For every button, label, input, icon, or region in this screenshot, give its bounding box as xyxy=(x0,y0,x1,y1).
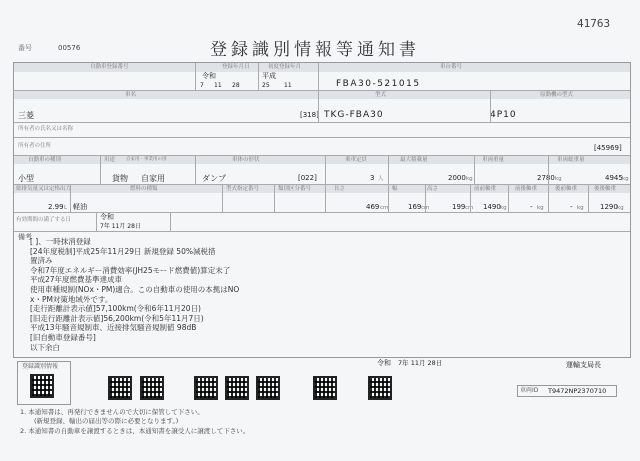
first-reg-month: 11 xyxy=(284,82,292,89)
remarks-line: [24年度税制]平成25年11月29日 新規登録 50%減税措 xyxy=(30,246,216,256)
remarks-line: [ ]、一時抹消登録 xyxy=(30,237,91,246)
width-unit: cm xyxy=(421,205,430,211)
qr-code-6 xyxy=(256,376,280,400)
first-reg-era: 平成 xyxy=(262,72,276,80)
capacity-value: 3 xyxy=(370,174,375,182)
ff-axle-unit: kg xyxy=(500,205,507,211)
use-sub-label: 自家用・事業用の別 xyxy=(126,157,167,162)
displacement-value: 2.99 xyxy=(48,203,64,211)
reg-date-era: 令和 xyxy=(202,72,216,80)
gross-weight-value: 4945 xyxy=(605,174,623,182)
rr-axle-unit: kg xyxy=(617,205,624,211)
owner-address-label: 所有者の住所 xyxy=(18,143,52,149)
remarks-line: 使用車種規制(NOx・PM)適合。この自動車の使用の本拠はNO xyxy=(30,285,240,294)
kind-label: 自動車の種別 xyxy=(28,157,62,163)
document-number: 41763 xyxy=(577,17,611,30)
rf-axle-value: - xyxy=(570,203,573,211)
document-title: 登録識別情報等通知書 xyxy=(210,40,420,60)
kind-value: 小型 xyxy=(18,174,34,183)
qr-code-8 xyxy=(368,376,392,400)
rf-axle-label: 後前軸重 xyxy=(555,186,578,192)
height-label: 高さ xyxy=(427,186,439,192)
length-value: 469 xyxy=(366,203,380,211)
capacity-label: 乗車定員 xyxy=(345,157,368,163)
record-id-value: T9472NP2370710 xyxy=(548,387,607,395)
row2-header-band xyxy=(14,91,630,99)
gross-weight-label: 車両総重量 xyxy=(557,157,585,163)
max-load-unit: kg xyxy=(466,176,473,182)
fuel-value: 軽油 xyxy=(73,203,87,211)
chassis-number: FBA30-521015 xyxy=(336,79,421,89)
record-id-label: 車両ID xyxy=(520,387,539,394)
qr-code-7 xyxy=(313,376,337,400)
max-load-value: 2000 xyxy=(448,174,466,182)
weight-unit: kg xyxy=(555,176,562,182)
footnote-2: 2. 本通知書の自動車を譲渡するときは、本通知書を譲受人に譲渡して下さい。 xyxy=(20,427,250,435)
footnote-1: 1. 本通知書は、再発行できませんので大切に保管して下さい。 xyxy=(20,408,204,416)
footnote-1b: (新規登録、輸出の届出等の際に必要となります。) xyxy=(34,417,179,425)
remarks-line: x・PM対策地域外です。 xyxy=(30,294,113,304)
rf-axle-unit: kg xyxy=(577,205,584,211)
remarks-line: [旧走行距離計表示値]56,200km(令和5年11月7日) xyxy=(30,313,204,323)
remarks-line: [走行距離計表示値]57,100km(令和6年11月20日) xyxy=(30,304,201,314)
qr-code-3 xyxy=(140,376,164,400)
issue-date: 7年 11月 28日 xyxy=(398,359,443,367)
category-label: 類別区分番号 xyxy=(278,186,312,192)
owner-name-label: 所有者の氏名又は名称 xyxy=(18,126,74,132)
row4-header-band xyxy=(14,185,630,193)
body-label: 車体の形状 xyxy=(232,157,260,163)
fr-axle-value: - xyxy=(530,203,533,211)
qr-code-1 xyxy=(30,374,54,398)
qr-code-4 xyxy=(194,376,218,400)
validity-label: 有効期間の満了する日 xyxy=(16,217,72,223)
model-code: [318] xyxy=(300,111,319,119)
rr-axle-value: 1290 xyxy=(600,203,618,211)
maker-label: 車名 xyxy=(125,92,137,98)
width-label: 幅 xyxy=(392,186,398,192)
fuel-label: 燃料の種類 xyxy=(130,186,158,192)
length-label: 長さ xyxy=(334,186,346,192)
rr-axle-label: 後後軸重 xyxy=(594,186,617,192)
qr-code-5 xyxy=(225,376,249,400)
fr-axle-unit: kg xyxy=(537,205,544,211)
maker-value: 三菱 xyxy=(18,111,34,120)
remarks-label: 備考 xyxy=(18,233,32,241)
displacement-label: 総排気量又は定格出力 xyxy=(16,186,72,192)
validity-era: 令和 xyxy=(100,213,114,221)
displacement-unit: L xyxy=(64,205,68,211)
fr-axle-label: 前後軸重 xyxy=(515,186,538,192)
use-label: 用途 xyxy=(104,157,116,163)
type-approval-label: 型式指定番号 xyxy=(226,186,260,192)
height-unit: cm xyxy=(465,205,474,211)
first-reg-label: 初度登録年月 xyxy=(268,64,302,70)
use-value: 貨物 xyxy=(112,174,128,183)
remarks-line: 置済み xyxy=(30,256,53,266)
remarks-line: 平成13年騒音規制車、近接排気騒音規制値 98dB xyxy=(30,323,197,333)
reg-number-label: 自動車登録番号 xyxy=(90,64,129,70)
remarks-line: [旧自動車登録番号] xyxy=(30,333,96,342)
reg-date-day: 28 xyxy=(232,82,240,89)
validity-date: 7年 11月 28日 xyxy=(100,223,141,230)
reg-date-label: 登録年月日 xyxy=(222,64,250,70)
use-sub-value: 自家用 xyxy=(141,174,165,183)
issuer-title: 運輸支局長 xyxy=(566,361,601,369)
model-value: TKG-FBA30 xyxy=(324,110,384,120)
issue-era: 令和 xyxy=(377,359,391,367)
first-reg-year: 25 xyxy=(262,82,270,89)
serial-label: 番号 xyxy=(18,44,32,52)
height-value: 199 xyxy=(452,203,466,211)
owner-address-code: [45969] xyxy=(594,144,622,152)
gross-weight-unit: kg xyxy=(622,176,629,182)
capacity-unit: 人 xyxy=(378,176,384,182)
ff-axle-value: 1490 xyxy=(483,203,501,211)
qr-code-2 xyxy=(108,376,132,400)
body-value: ダンプ xyxy=(202,174,227,183)
remarks-line: 令和7年度エネルギー消費効率(JH25モード燃費値)算定未了 xyxy=(30,265,231,275)
serial-number: 00576 xyxy=(58,44,81,52)
reg-date-month: 11 xyxy=(214,82,222,89)
model-label: 型式 xyxy=(375,92,387,98)
max-load-label: 最大積載量 xyxy=(400,157,428,163)
width-value: 169 xyxy=(408,203,422,211)
reg-date-year: 7 xyxy=(200,82,204,89)
body-code: [022] xyxy=(298,174,317,182)
chassis-label: 車台番号 xyxy=(440,64,463,70)
weight-label: 車両重量 xyxy=(482,157,505,163)
ff-axle-label: 前前軸重 xyxy=(474,186,497,192)
remarks-line: 平成27年度燃費基準達成車 xyxy=(30,275,123,285)
engine-label: 原動機の型式 xyxy=(540,92,574,98)
engine-value: 4P10 xyxy=(490,110,517,120)
length-unit: cm xyxy=(380,205,389,211)
id-info-label: 登録識別情報 xyxy=(22,363,59,370)
weight-value: 2780 xyxy=(537,174,555,182)
remarks-line: 以下余白 xyxy=(30,342,60,352)
